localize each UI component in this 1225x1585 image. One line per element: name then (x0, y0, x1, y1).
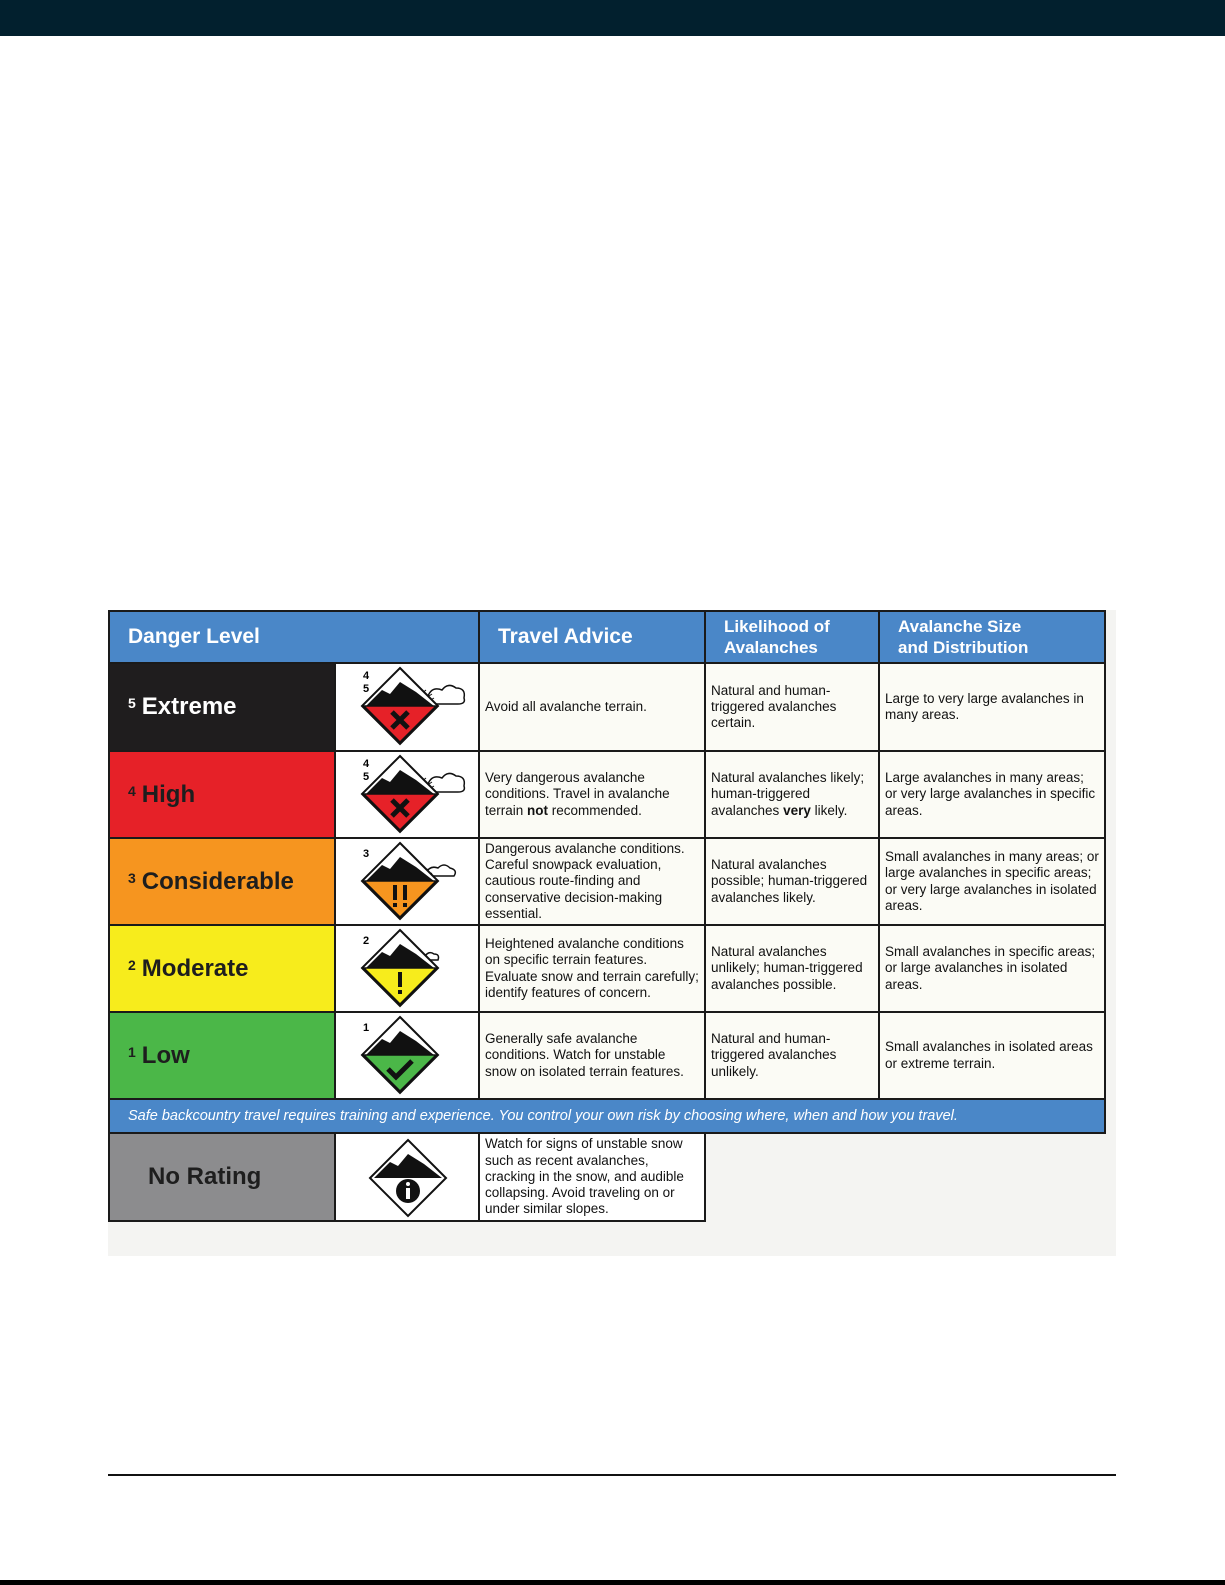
advice-text (485, 770, 699, 819)
safety-banner-text: Safe backcountry travel requires training and experience. You control your own risk by choosing where, when and how you travel. (128, 1108, 958, 1124)
header-size (878, 610, 1106, 664)
moderate-advice (478, 924, 706, 1013)
level-name: Extreme (141, 693, 237, 720)
high-danger-icon (336, 752, 478, 837)
high-advice (478, 750, 706, 839)
low-icon-cell (334, 1011, 480, 1100)
header-likelihood-label: Likelihood of Avalanches (724, 617, 830, 657)
level-extreme-cell (108, 662, 336, 752)
level-number: 4 (128, 782, 136, 799)
likelihood-part: Natural avalanches likely; human-triggered avalanches (711, 770, 865, 818)
extreme-icon-cell (334, 662, 480, 752)
size-text: Small avalanches in isolated areas or extreme terrain. (885, 1039, 1093, 1071)
footer-rule (108, 1474, 1116, 1476)
likelihood-text (711, 770, 873, 819)
no-rating-info-icon (336, 1134, 478, 1220)
likelihood-text: Natural and human-triggered avalanches unlikely. (711, 1031, 837, 1079)
high-size (878, 750, 1106, 839)
level-considerable-cell (108, 837, 336, 926)
considerable-likelihood (704, 837, 880, 926)
low-advice (478, 1011, 706, 1100)
low-likelihood (704, 1011, 880, 1100)
low-size (878, 1011, 1106, 1100)
extreme-size (878, 662, 1106, 752)
advice-text: Generally safe avalanche conditions. Watch for unstable snow on isolated terrain features. (485, 1031, 684, 1079)
extreme-likelihood (704, 662, 880, 752)
level-high-cell (108, 750, 336, 839)
level-name: Low (141, 1041, 190, 1069)
safety-banner (108, 1098, 1106, 1134)
high-icon-cell (334, 750, 480, 839)
level-number: 1 (128, 1043, 136, 1060)
considerable-size (878, 837, 1106, 926)
level-no-rating-cell (108, 1132, 336, 1222)
header-size-label: Avalanche Size and Distribution (898, 617, 1029, 657)
moderate-icon-cell (334, 924, 480, 1013)
svg-text:2: 2 (363, 935, 370, 947)
low-danger-icon (336, 1013, 478, 1098)
high-likelihood (704, 750, 880, 839)
advice-emphasis: not (527, 802, 549, 818)
level-name: Considerable (141, 867, 294, 895)
moderate-size (878, 924, 1106, 1013)
svg-text:4: 4 (363, 758, 370, 770)
moderate-danger-icon (336, 926, 478, 1011)
level-name: High (141, 780, 196, 808)
level-low-cell (108, 1011, 336, 1100)
likelihood-text: Natural avalanches unlikely; human-triggered avalanches possible. (711, 944, 863, 992)
level-number: 3 (128, 869, 136, 886)
size-text: Large to very large avalanches in many areas. (885, 690, 1084, 722)
advice-text: Watch for signs of unstable snow such as recent avalanches, cracking in the snow, and audible collapsing. Avoid traveling on or under similar slopes. (485, 1136, 684, 1217)
header-travel-advice-label: Travel Advice (498, 625, 633, 648)
size-text: Large avalanches in many areas; or very large avalanches in specific areas. (885, 770, 1096, 818)
size-text: Small avalanches in specific areas; or large avalanches in isolated areas. (885, 944, 1096, 992)
level-name: Moderate (141, 954, 249, 982)
header-danger-level (108, 610, 480, 664)
advice-part: Very dangerous avalanche conditions. Travel in avalanche terrain (485, 770, 670, 818)
header-likelihood (704, 610, 880, 664)
considerable-advice (478, 837, 706, 926)
extreme-advice (478, 662, 706, 752)
top-bar (0, 0, 1225, 36)
considerable-icon-cell (334, 837, 480, 926)
level-name: No Rating (148, 1163, 262, 1190)
header-danger-level-label: Danger Level (128, 625, 260, 648)
svg-text:3: 3 (363, 848, 370, 860)
svg-text:1: 1 (363, 1022, 370, 1034)
level-moderate-cell (108, 924, 336, 1013)
likelihood-text: Natural avalanches possible; human-triggered avalanches likely. (711, 857, 868, 905)
size-text: Small avalanches in many areas; or large avalanches in specific areas; or very large avalanches in isolated areas. (885, 849, 1099, 913)
no-rating-icon-cell (334, 1132, 480, 1222)
advice-text: Heightened avalanche conditions on specific terrain features. Evaluate snow and terrain carefully; identify features of concern. (485, 936, 699, 1000)
advice-text: Dangerous avalanche conditions. Careful snowpack evaluation, cautious route-finding and conservative decision-making essential. (485, 840, 685, 921)
likelihood-text: Natural and human-triggered avalanches certain. (711, 682, 837, 731)
moderate-likelihood (704, 924, 880, 1013)
likelihood-part: likely. (810, 802, 848, 818)
level-number: 2 (128, 956, 136, 973)
no-rating-advice (478, 1132, 706, 1222)
advice-part: recommended. (548, 802, 642, 818)
extreme-danger-icon (336, 664, 478, 750)
likelihood-emphasis: very (783, 802, 811, 818)
page-bottom-edge (0, 1580, 1225, 1585)
advice-text: Avoid all avalanche terrain. (485, 698, 647, 714)
svg-text:5: 5 (363, 771, 370, 783)
level-number: 5 (128, 695, 136, 711)
header-travel-advice (478, 610, 706, 664)
svg-text:4: 4 (363, 670, 370, 682)
avalanche-danger-scale-figure (108, 610, 1116, 1256)
svg-text:5: 5 (363, 683, 370, 695)
considerable-danger-icon (336, 839, 478, 924)
